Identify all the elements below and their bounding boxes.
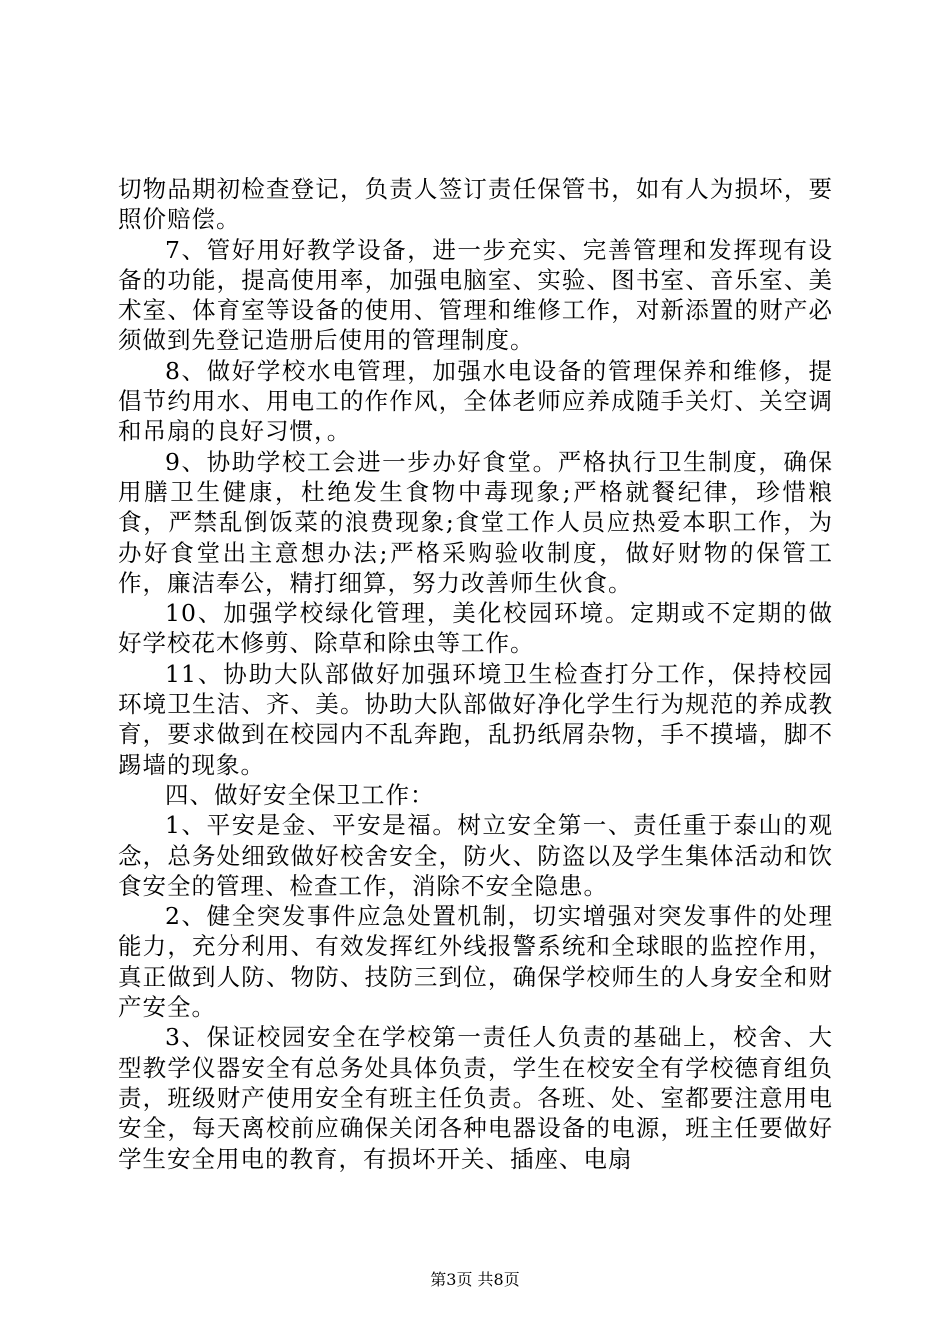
document-body — [118, 174, 833, 1174]
page-number-footer: 第3页 共8页 — [430, 1270, 520, 1289]
paragraph-item-8: 8、做好学校水电管理，加强水电设备的管理保养和维修，提倡节约用水、用电工的作作风，全体老师应养成随手关灯、关空调和吊扇的良好习惯，。 — [118, 356, 833, 446]
paragraph-item-9: 9、协助学校工会进一步办好食堂。严格执行卫生制度，确保用膳卫生健康，杜绝发生食物中毒现象;严格就餐纪律，珍惜粮食，严禁乱倒饭菜的浪费现象;食堂工作人员应热爱本职工作，为办好食堂出主意想办法;严格采购验收制度，做好财物的保管工作，廉洁奉公，精打细算，努力改善师生伙食。 — [118, 447, 833, 597]
paragraph-item-7: 7、管好用好教学设备，进一步充实、完善管理和发挥现有设备的功能，提高使用率，加强电脑室、实验、图书室、音乐室、美术室、体育室等设备的使用、管理和维修工作，对新添置的财产必须做到先登记造册后使用的管理制度。 — [118, 235, 833, 355]
paragraph-item-10: 10、加强学校绿化管理，美化校园环境。定期或不定期的做好学校花木修剪、除草和除虫等工作。 — [118, 599, 833, 658]
section-heading-security: 四、做好安全保卫工作： — [165, 780, 435, 809]
paragraph-security-1: 1、平安是金、平安是福。树立安全第一、责任重于泰山的观念，总务处细致做好校舍安全，防火、防盗以及学生集体活动和饮食安全的管理、检查工作，消除不安全隐患。 — [118, 811, 833, 900]
paragraph-continuation: 切物品期初检查登记，负责人签订责任保管书，如有人为损坏，要照价赔偿。 — [118, 175, 833, 234]
paragraph-security-3: 3、保证校园安全在学校第一责任人负责的基础上，校舍、大型教学仪器安全有总务处具体负责，学生在校安全有学校德育组负责，班级财产使用安全有班主任负责。各班、处、室都要注意用电安全，每天离校前应确保关闭各种电器设备的电源，班主任要做好学生安全用电的教育，有损坏开关、插座、电扇 — [118, 1023, 833, 1173]
paragraph-security-2: 2、健全突发事件应急处置机制，切实增强对突发事件的处理能力，充分利用、有效发挥红外线报警系统和全球眼的监控作用，真正做到人防、物防、技防三到位，确保学校师生的人身安全和财产安全。 — [118, 902, 833, 1022]
paragraph-item-11: 11、协助大队部做好加强环境卫生检查打分工作，保持校园环境卫生洁、齐、美。协助大队部做好净化学生行为规范的养成教育，要求做到在校园内不乱奔跑，乱扔纸屑杂物，手不摸墙，脚不踢墙的现象。 — [118, 659, 833, 779]
